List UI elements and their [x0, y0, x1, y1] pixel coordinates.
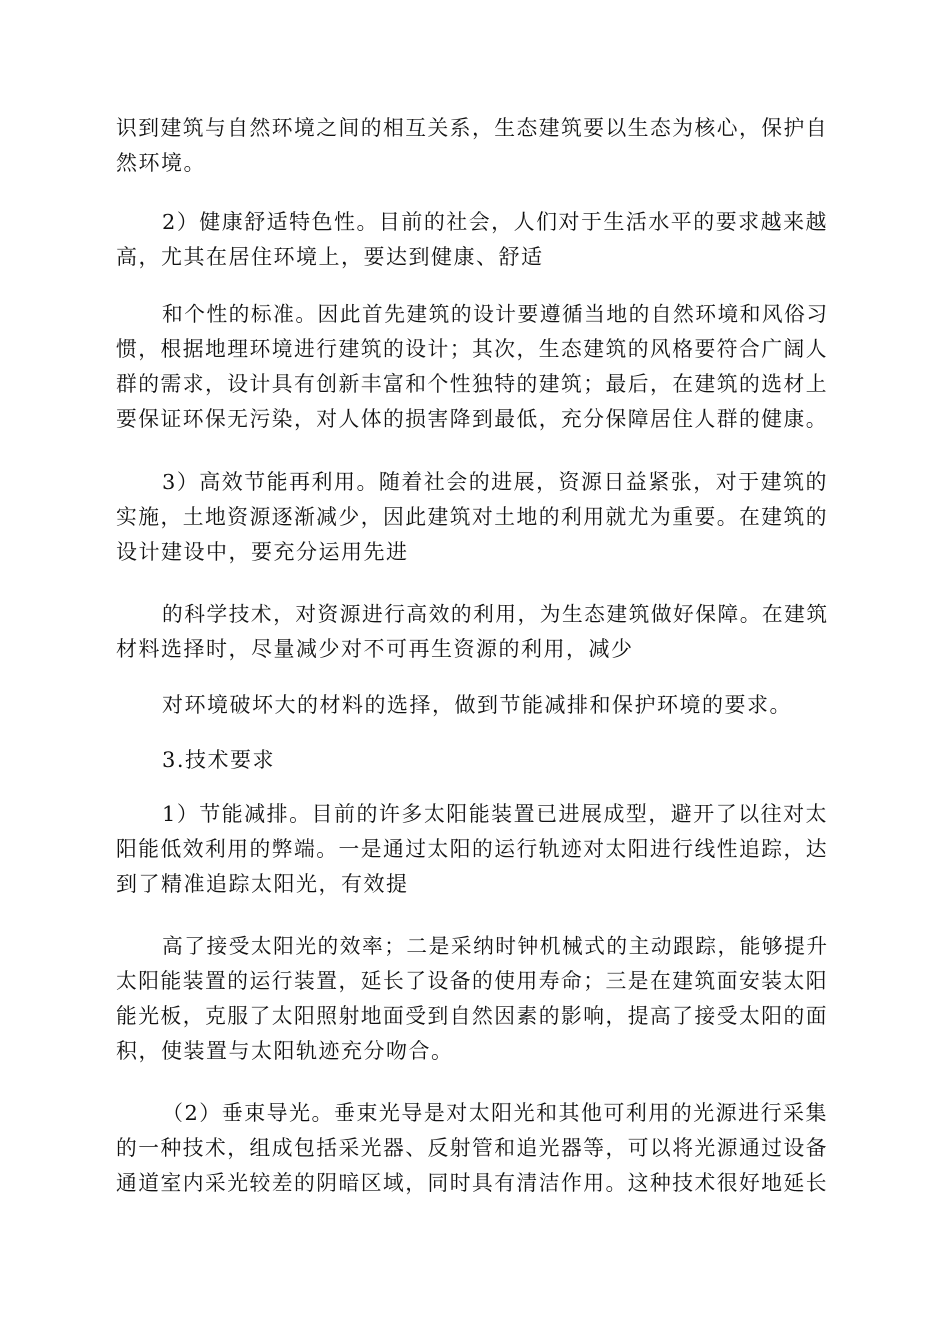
text-line: 到了精准追踪太阳光，有效提	[116, 872, 409, 896]
section-heading	[116, 743, 828, 778]
text-line: 识到建筑与自然环境之间的相互关系，生态建筑要以生态为核心，保护自	[116, 116, 829, 140]
heading-text: 3.技术要求	[162, 748, 276, 772]
text-line: 2）健康舒适特色性。目前的社会，人们对于生活水平的要求越来越	[162, 210, 828, 234]
paragraph-1	[116, 111, 828, 181]
paragraph-2	[116, 205, 828, 275]
text-line: 高了接受太阳光的效率；二是采纳时钟机械式的主动跟踪，能够提升	[162, 934, 829, 958]
paragraph-8	[116, 929, 828, 1069]
paragraph-7	[116, 797, 828, 902]
text-line: 3）高效节能再利用。随着社会的进展，资源日益紧张，对于建筑的	[162, 470, 828, 494]
text-line: 材料选择时，尽量减少对不可再生资源的利用，减少	[116, 637, 634, 661]
paragraph-4	[116, 465, 828, 570]
paragraph-5	[116, 597, 828, 667]
text-line: 太阳能装置的运行装置，延长了设备的使用寿命；三是在建筑面安装太阳	[116, 969, 829, 993]
text-line: 能光板，克服了太阳照射地面受到自然因素的影响，提高了接受太阳的面	[116, 1004, 829, 1028]
text-line: 和个性的标准。因此首先建筑的设计要遵循当地的自然环境和风俗习	[162, 302, 829, 326]
text-line: 阳能低效利用的弊端。一是通过太阳的运行轨迹对太阳进行线性追踪，达	[116, 837, 829, 861]
text-line: 通道室内采光较差的阴暗区域，同时具有清洁作用。这种技术很好地延长	[116, 1171, 829, 1195]
paragraph-9	[116, 1096, 828, 1201]
text-line: 设计建设中，要充分运用先进	[116, 540, 409, 564]
paragraph-3	[116, 297, 828, 437]
text-line: 1）节能减排。目前的许多太阳能装置已进展成型，避开了以往对太	[162, 802, 828, 826]
text-line: 然环境。	[116, 151, 206, 175]
text-line: 要保证环保无污染，对人体的损害降到最低，充分保障居住人群的健康。	[116, 407, 829, 431]
text-line: 积，使装置与太阳轨迹充分吻合。	[116, 1039, 454, 1063]
text-line: 群的需求，设计具有创新丰富和个性独特的建筑；最后，在建筑的选材上	[116, 372, 829, 396]
paragraph-6	[116, 688, 828, 723]
text-line: 的一种技术，组成包括采光器、反射管和追光器等，可以将光源通过设备	[116, 1136, 829, 1160]
text-line: 对环境破坏大的材料的选择，做到节能减排和保护环境的要求。	[162, 693, 792, 717]
text-line: 的科学技术，对资源进行高效的利用，为生态建筑做好保障。在建筑	[162, 602, 829, 626]
text-line: 高，尤其在居住环境上，要达到健康、舒适	[116, 245, 544, 269]
text-line: 实施，土地资源逐渐减少，因此建筑对土地的利用就尤为重要。在建筑的	[116, 505, 829, 529]
text-line: 惯，根据地理环境进行建筑的设计；其次，生态建筑的风格要符合广阔人	[116, 337, 829, 361]
text-line: （2）垂束导光。垂束光导是对太阳光和其他可利用的光源进行采集	[162, 1101, 828, 1125]
